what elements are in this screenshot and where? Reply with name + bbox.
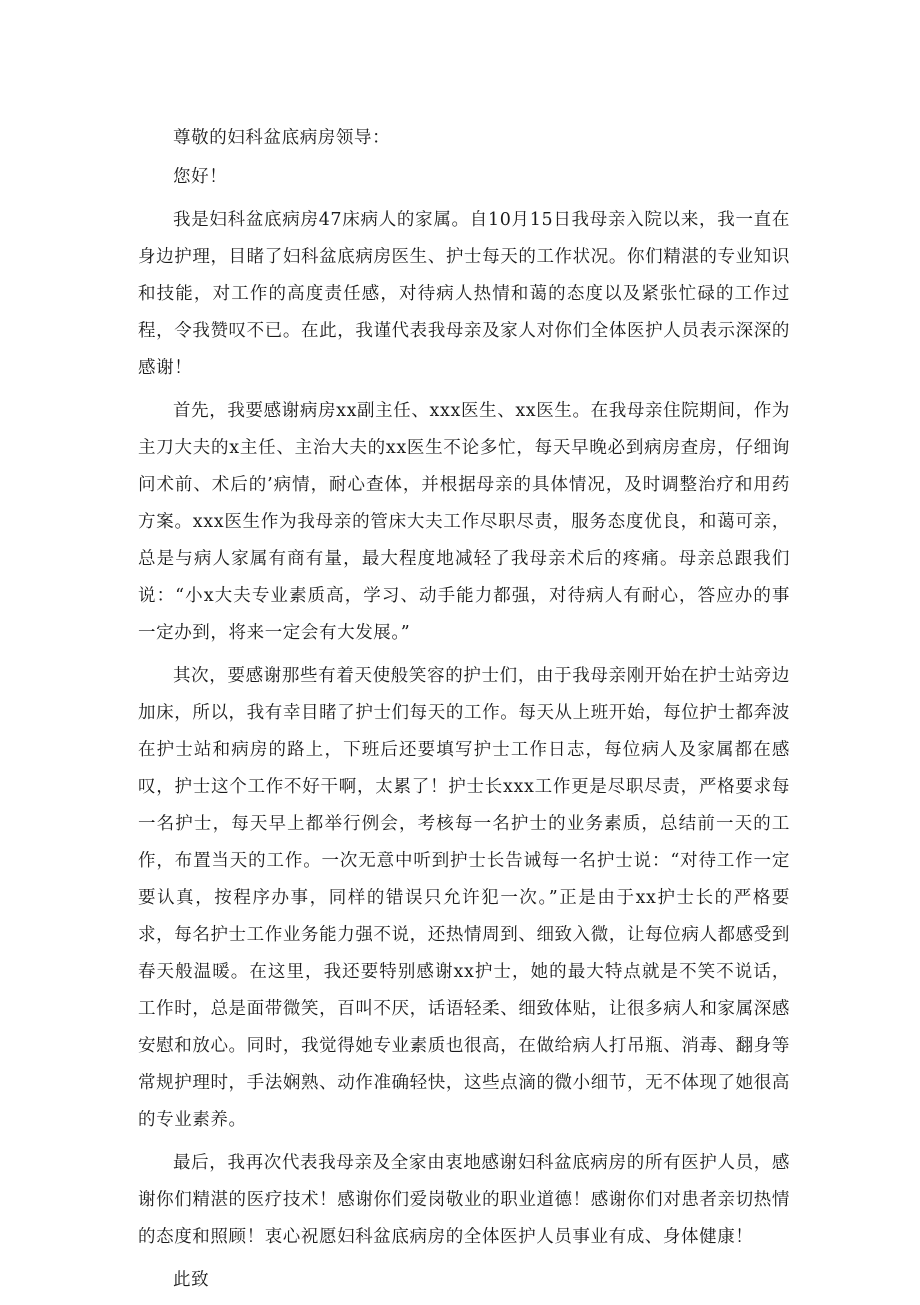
letter-paragraph-conclusion: 最后，我再次代表我母亲及全家由衷地感谢妇科盆底病房的所有医护人员，感谢你们精湛的医疗技术！感谢你们爱岗敬业的职业道德！感谢你们对患者亲切热情的态度和照顾！衷心祝愿妇科盆底病房的全体医护人员事业有成、身体健康！ (138, 1153, 790, 1247)
letter-greeting: 您好！ (173, 167, 228, 187)
letter-paragraph-intro: 我是妇科盆底病房47床病人的家属。自10月15日我母亲入院以来，我一直在身边护理，目睹了妇科盆底病房医生、护士每天的工作状况。你们精湛的专业知识和技能，对工作的高度责任感，对待病人热情和蔼的态度以及紧张忙碌的工作过程，令我赞叹不已。在此，我谨代表我母亲及家人对你们全体医护人员表示深深的感谢！ (138, 210, 790, 378)
letter-closing: 此致 (173, 1270, 210, 1290)
thank-you-letter (138, 120, 790, 1305)
letter-paragraph-doctors: 首先，我要感谢病房xx副主任、xxx医生、xx医生。在我母亲住院期间，作为主刀大夫的x主任、主治大夫的xx医生不论多忙，每天早晚必到病房查房，仔细询问术前、术后的’病情，耐心查体，并根据母亲的具体情况，及时调整治疗和用药方案。xxx医生作为我母亲的管床大夫工作尽职尽责，服务态度优良，和蔼可亲，总是与病人家属有商有量，最大程度地减轻了我母亲术后的疼痛。母亲总跟我们说：“小x大夫专业素质高，学习、动手能力都强，对待病人有耐心，答应办的事一定办到，将来一定会有大发展。” (138, 401, 790, 643)
letter-paragraph-nurses: 其次，要感谢那些有着天使般笑容的护士们，由于我母亲刚开始在护士站旁边加床，所以，我有幸目睹了护士们每天的工作。每天从上班开始，每位护士都奔波在护士站和病房的路上，下班后还要填写护士工作日志，每位病人及家属都在感叹，护士这个工作不好干啊，太累了！护士长xxx工作更是尽职尽责，严格要求每一名护士，每天早上都举行例会，考核每一名护士的业务素质，总结前一天的工作，布置当天的工作。一次无意中听到护士长告诫每一名护士说：“对待工作一定要认真，按程序办事，同样的错误只允许犯一次。”正是由于xx护士长的严格要求，每名护士工作业务能力强不说，还热情周到、细致入微，让每位病人都感受到春天般温暖。在这里，我还要特别感谢xx护士，她的最大特点就是不笑不说话，工作时，总是面带微笑，百叫不厌，话语轻柔、细致体贴，让很多病人和家属深感安慰和放心。同时，我觉得她专业素质也很高，在做给病人打吊瓶、消毒、翻身等常规护理时，手法娴熟、动作准确轻快，这些点滴的微小细节，无不体现了她很高的专业素养。 (138, 666, 790, 1130)
letter-salutation: 尊敬的妇科盆底病房领导： (173, 128, 391, 148)
